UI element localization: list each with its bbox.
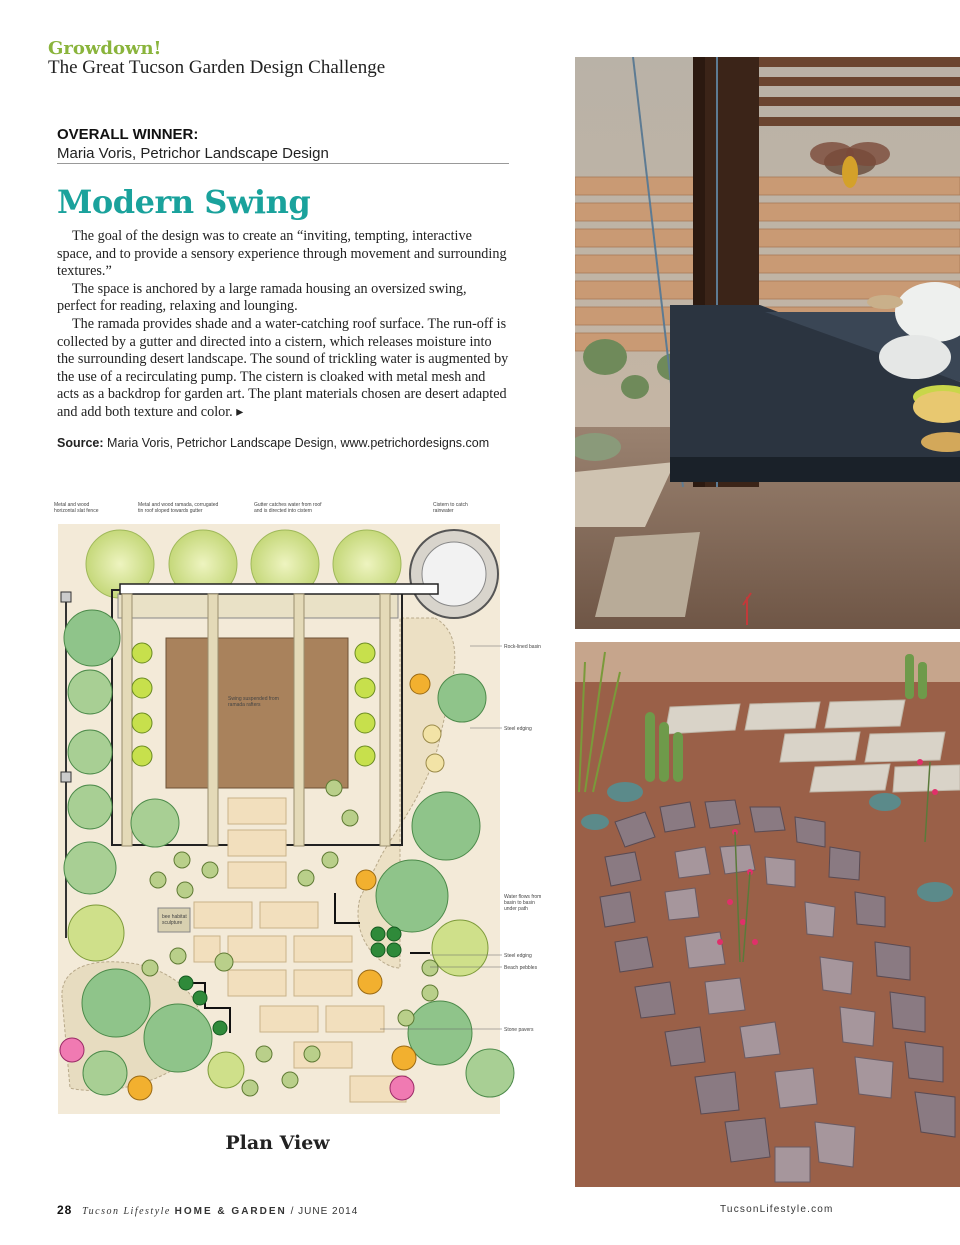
- label-sculpture-1: bee habitat: [162, 914, 187, 920]
- paragraph: The ramada provides shade and a water-catching roof surface. The run-off is collected by a gutter and directed into a cistern, which releases moisture into the surrounding desert landscape. The sound of trickling water is augmented by the use of a recirculating pump. The cistern is cloaked with metal mesh and acts as a backdrop for garden art. The plant materials chosen are desert adapted and add both texture and color. ▸: [57, 315, 509, 420]
- label-edging-2: Steel edging: [504, 953, 532, 959]
- footer-left: [57, 1203, 358, 1217]
- basin-photo: [575, 642, 960, 1187]
- plan-view-diagram: [50, 498, 555, 1118]
- label-cistern-2: rainwater: [433, 508, 454, 514]
- divider: [57, 163, 509, 164]
- paragraph: The goal of the design was to create an “inviting, tempting, interactive space, and to provide a sensory experience through movement and surrounding textures.”: [57, 228, 507, 280]
- swing-photo: [575, 57, 960, 629]
- label-flows-2: basin to basin: [504, 900, 535, 906]
- label-sculpture-2: sculpture: [162, 920, 183, 926]
- label-cistern-1: Cistern to catch: [433, 502, 468, 508]
- label-flows-3: under path: [504, 906, 528, 912]
- label-pavers: Stone pavers: [504, 1027, 534, 1033]
- winner-name: Maria Voris, Petrichor Landscape Design: [57, 145, 329, 162]
- label-basin: Rock-lined basin: [504, 644, 541, 650]
- paragraph: The space is anchored by a large ramada housing an oversized swing, perfect for reading, relaxing and lounging.: [57, 280, 467, 315]
- label-fence-1: Metal and wood: [54, 502, 90, 508]
- section-name: HOME & GARDEN: [174, 1206, 287, 1217]
- kicker: Growdown!: [48, 38, 162, 59]
- label-fence-2: horizontal slat fence: [54, 508, 99, 514]
- article-title: Modern Swing: [57, 183, 311, 221]
- website: TucsonLifestyle.com: [720, 1204, 834, 1215]
- label-swing-1: Swing suspended from: [228, 696, 279, 702]
- plan-caption: Plan View: [225, 1132, 330, 1154]
- award-label: OVERALL WINNER:: [57, 126, 199, 143]
- source-credit: [57, 436, 489, 450]
- label-swing-2: ramada rafters: [228, 702, 261, 708]
- issue-date: JUNE 2014: [298, 1206, 359, 1217]
- series-title: The Great Tucson Garden Design Challenge: [48, 57, 386, 78]
- article-body: [57, 228, 509, 422]
- source-label: Source:: [57, 436, 104, 450]
- label-ramada-1: Metal and wood ramada, corrugated: [138, 502, 219, 508]
- label-ramada-2: tin roof sloped towards gutter: [138, 508, 203, 514]
- page-number: 28: [57, 1203, 73, 1217]
- source-text: Maria Voris, Petrichor Landscape Design, www.petrichordesigns.com: [107, 436, 490, 450]
- label-edging: Steel edging: [504, 726, 532, 732]
- label-flows-1: Water flows from: [504, 894, 542, 900]
- footer-separator: /: [290, 1206, 295, 1217]
- magazine-name: Tucson Lifestyle: [82, 1206, 171, 1217]
- label-gutter-1: Gutter catches water from roof: [254, 502, 322, 508]
- label-pebbles: Beach pebbles: [504, 965, 538, 971]
- label-gutter-2: and is directed into cistern: [254, 508, 313, 514]
